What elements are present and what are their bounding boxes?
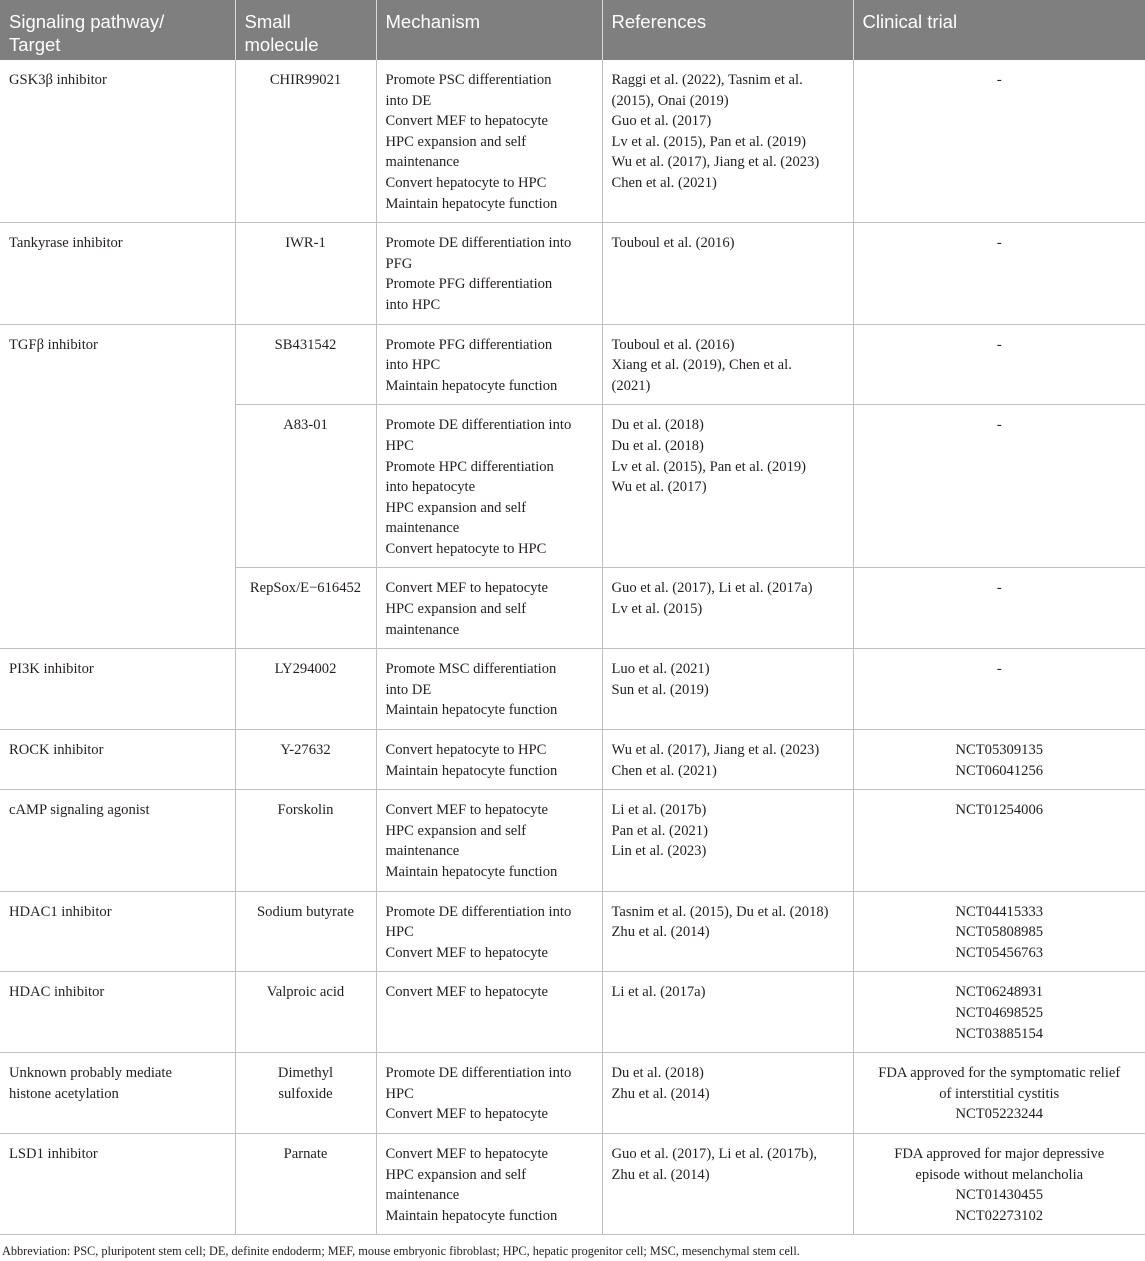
cell-small-molecule — [235, 649, 376, 730]
cell-line: Du et al. (2018) — [611, 1065, 704, 1082]
cell-line: NCT05223244 — [955, 1106, 1044, 1123]
cell-target — [0, 223, 235, 324]
cell-line: TGFβ inhibitor — [9, 336, 98, 353]
cell-line: Lv et al. (2015), Pan et al. (2019) — [611, 458, 807, 475]
cell-line: - — [996, 417, 1002, 434]
header-line: Mechanism — [385, 11, 481, 32]
cell-line: Unknown probably mediate — [9, 1065, 172, 1082]
cell-line: FDA approved for major depressive — [894, 1145, 1105, 1162]
cell-line: Luo et al. (2021) — [611, 661, 710, 678]
cell-line: Chen et al. (2021) — [611, 762, 717, 779]
cell-clinical-trial — [853, 649, 1145, 730]
cell-mechanism — [376, 1133, 602, 1234]
header-line: Small — [244, 11, 291, 32]
cell-line: NCT05456763 — [955, 944, 1044, 961]
cell-line: HDAC inhibitor — [9, 984, 105, 1001]
cell-line: sulfoxide — [278, 1085, 333, 1102]
cell-line: into HPC — [385, 357, 441, 374]
cell-line: Dimethyl — [277, 1065, 334, 1082]
header-clinical-trial — [853, 0, 1145, 60]
cell-line: Chen et al. (2021) — [611, 174, 717, 191]
table-footnote: Abbreviation: PSC, pluripotent stem cell; DE, definite endoderm; MEF, mouse embryonic fibroblast; HPC, hepatic progenitor cell; MSC, mesenchymal stem cell. — [2, 1244, 800, 1258]
header-line: Clinical trial — [862, 11, 958, 32]
cell-line: HPC — [385, 1085, 414, 1102]
cell-line: CHIR99021 — [269, 72, 342, 88]
cell-line: IWR-1 — [285, 235, 326, 252]
cell-mechanism — [376, 568, 602, 649]
cell-references — [602, 1133, 853, 1234]
cell-line: Maintain hepatocyte function — [385, 377, 558, 394]
cell-target — [0, 891, 235, 972]
cell-line: Promote MSC differentiation — [385, 661, 557, 678]
cell-references — [602, 649, 853, 730]
cell-clinical-trial — [853, 1133, 1145, 1234]
cell-line: HPC — [385, 924, 414, 941]
cell-line: - — [996, 72, 1002, 88]
cell-clinical-trial — [853, 324, 1145, 405]
cell-line: Convert MEF to hepatocyte — [385, 113, 549, 130]
cell-clinical-trial — [853, 568, 1145, 649]
cell-line: Sodium butyrate — [257, 903, 354, 920]
cell-line: Li et al. (2017b) — [611, 802, 707, 819]
cell-line: NCT03885154 — [955, 1025, 1044, 1042]
cell-line: Zhu et al. (2014) — [611, 924, 710, 941]
cell-line: Wu et al. (2017), Jiang et al. (2023) — [611, 742, 820, 759]
cell-line: Maintain hepatocyte function — [385, 195, 558, 212]
cell-target — [0, 60, 235, 223]
cell-line: HPC expansion and self — [385, 822, 527, 839]
cell-line: Lin et al. (2023) — [611, 843, 707, 860]
cell-line: Wu et al. (2017), Jiang et al. (2023) — [611, 154, 820, 171]
table-row — [0, 730, 1145, 790]
cell-line: Convert MEF to hepatocyte — [385, 984, 549, 1001]
cell-line: Tankyrase inhibitor — [9, 235, 123, 252]
cell-line: Promote DE differentiation into — [385, 417, 572, 434]
cell-line: HPC expansion and self — [385, 133, 527, 150]
cell-line: (2015), Onai (2019) — [611, 92, 729, 109]
cell-line: Tasnim et al. (2015), Du et al. (2018) — [611, 903, 829, 920]
cell-clinical-trial — [853, 891, 1145, 972]
cell-mechanism — [376, 223, 602, 324]
table-row — [0, 1133, 1145, 1234]
cell-mechanism — [376, 972, 602, 1053]
cell-line: ROCK inhibitor — [9, 742, 104, 759]
cell-target — [0, 972, 235, 1053]
cell-line: of interstitial cystitis — [939, 1085, 1060, 1102]
cell-small-molecule — [235, 324, 376, 405]
cell-line: Guo et al. (2017), Li et al. (2017a) — [611, 580, 813, 597]
cell-small-molecule — [235, 405, 376, 568]
cell-line: Promote HPC differentiation — [385, 458, 554, 475]
cell-small-molecule — [235, 60, 376, 223]
cell-small-molecule — [235, 1133, 376, 1234]
cell-line: Maintain hepatocyte function — [385, 762, 558, 779]
cell-target — [0, 1133, 235, 1234]
cell-mechanism — [376, 60, 602, 223]
cell-mechanism — [376, 730, 602, 790]
cell-target — [0, 1053, 235, 1134]
cell-small-molecule — [235, 891, 376, 972]
cell-references — [602, 223, 853, 324]
cell-line: histone acetylation — [9, 1085, 119, 1102]
cell-line: PFG — [385, 255, 413, 272]
cell-target — [0, 790, 235, 891]
cell-line: Promote DE differentiation into — [385, 903, 572, 920]
table-row — [0, 1053, 1145, 1134]
cell-references — [602, 568, 853, 649]
cell-line: PI3K inhibitor — [9, 661, 94, 678]
header-line: molecule — [244, 34, 319, 55]
table-row — [0, 891, 1145, 972]
cell-line: Maintain hepatocyte function — [385, 702, 558, 719]
cell-line: Zhu et al. (2014) — [611, 1085, 710, 1102]
cell-line: - — [996, 336, 1002, 353]
cell-line: maintenance — [385, 154, 460, 171]
cell-line: Convert MEF to hepatocyte — [385, 944, 549, 961]
header-line: Signaling pathway/ — [9, 11, 165, 32]
cell-line: A83-01 — [283, 417, 328, 434]
cell-target — [0, 730, 235, 790]
table-row — [0, 972, 1145, 1053]
cell-references — [602, 60, 853, 223]
cell-line: Promote DE differentiation into — [385, 1065, 572, 1082]
table-header — [0, 0, 1145, 60]
cell-line: Y-27632 — [280, 742, 331, 759]
cell-small-molecule — [235, 730, 376, 790]
cell-line: maintenance — [385, 621, 460, 638]
cell-line: Convert MEF to hepatocyte — [385, 580, 549, 597]
cell-mechanism — [376, 891, 602, 972]
cell-line: Touboul et al. (2016) — [611, 336, 735, 353]
cell-mechanism — [376, 324, 602, 405]
cell-target — [0, 649, 235, 730]
cell-line: LY294002 — [274, 661, 337, 678]
cell-small-molecule — [235, 1053, 376, 1134]
cell-clinical-trial — [853, 790, 1145, 891]
cell-line: - — [996, 661, 1002, 678]
header-line: Target — [9, 34, 61, 55]
table-row — [0, 223, 1145, 324]
cell-clinical-trial — [853, 60, 1145, 223]
cell-line: NCT01430455 — [955, 1187, 1044, 1204]
cell-references — [602, 324, 853, 405]
cell-line: NCT06041256 — [955, 762, 1044, 779]
cell-line: Maintain hepatocyte function — [385, 1207, 558, 1224]
cell-line: into DE — [385, 681, 432, 698]
cell-clinical-trial — [853, 972, 1145, 1053]
cell-line: - — [996, 580, 1002, 597]
cell-line: Guo et al. (2017) — [611, 113, 712, 130]
header-small-molecule — [235, 0, 376, 60]
cell-small-molecule — [235, 568, 376, 649]
cell-line: Forskolin — [277, 802, 334, 819]
cell-small-molecule — [235, 972, 376, 1053]
cell-line: Lv et al. (2015), Pan et al. (2019) — [611, 133, 807, 150]
cell-small-molecule — [235, 223, 376, 324]
cell-mechanism — [376, 405, 602, 568]
cell-line: - — [996, 235, 1002, 252]
cell-line: Convert MEF to hepatocyte — [385, 802, 549, 819]
cell-line: Xiang et al. (2019), Chen et al. — [611, 357, 792, 374]
cell-references — [602, 790, 853, 891]
cell-line: Parnate — [283, 1145, 328, 1162]
cell-line: Zhu et al. (2014) — [611, 1166, 710, 1183]
cell-line: NCT01254006 — [955, 802, 1044, 819]
cell-mechanism — [376, 1053, 602, 1134]
cell-line: NCT04698525 — [955, 1004, 1044, 1021]
cell-line: into HPC — [385, 296, 441, 313]
cell-line: into hepatocyte — [385, 479, 476, 496]
cell-line: Sun et al. (2019) — [611, 681, 709, 698]
cell-line: maintenance — [385, 520, 460, 537]
cell-line: NCT02273102 — [955, 1207, 1044, 1224]
cell-line: HDAC1 inhibitor — [9, 903, 112, 920]
cell-clinical-trial — [853, 223, 1145, 324]
cell-line: Pan et al. (2021) — [611, 822, 708, 839]
cell-line: HPC expansion and self — [385, 601, 527, 618]
cell-line: FDA approved for the symptomatic relief — [878, 1065, 1121, 1082]
cell-mechanism — [376, 649, 602, 730]
cell-line: Li et al. (2017a) — [611, 984, 706, 1001]
header-target — [0, 0, 235, 60]
cell-references — [602, 972, 853, 1053]
cell-mechanism — [376, 790, 602, 891]
header-mechanism — [376, 0, 602, 60]
cell-line: Promote PFG differentiation — [385, 336, 553, 353]
cell-line: Valproic acid — [266, 984, 345, 1001]
table-row — [0, 324, 1145, 405]
cell-line: Convert hepatocyte to HPC — [385, 174, 547, 191]
cell-line: maintenance — [385, 843, 460, 860]
cell-target — [0, 324, 235, 649]
cell-line: Guo et al. (2017), Li et al. (2017b), — [611, 1145, 817, 1162]
cell-line: Promote PSC differentiation — [385, 72, 552, 88]
header-line: References — [611, 11, 707, 32]
cell-line: NCT05309135 — [955, 742, 1044, 759]
cell-line: (2021) — [611, 377, 651, 394]
cell-line: Wu et al. (2017) — [611, 479, 707, 496]
cell-line: Convert hepatocyte to HPC — [385, 540, 547, 557]
cell-clinical-trial — [853, 405, 1145, 568]
cell-line: Touboul et al. (2016) — [611, 235, 735, 252]
cell-line: Convert MEF to hepatocyte — [385, 1106, 549, 1123]
cell-line: Convert hepatocyte to HPC — [385, 742, 547, 759]
cell-references — [602, 1053, 853, 1134]
cell-line: HPC expansion and self — [385, 1166, 527, 1183]
cell-small-molecule — [235, 790, 376, 891]
cell-line: GSK3β inhibitor — [9, 72, 107, 88]
cell-line: SB431542 — [274, 336, 337, 353]
cell-line: Du et al. (2018) — [611, 437, 704, 454]
table-row — [0, 60, 1145, 223]
table-body — [0, 60, 1145, 1235]
cell-line: NCT04415333 — [955, 903, 1044, 920]
cell-line: HPC expansion and self — [385, 499, 527, 516]
cell-line: LSD1 inhibitor — [9, 1145, 98, 1162]
cell-line: Promote PFG differentiation — [385, 276, 553, 293]
cell-line: Raggi et al. (2022), Tasnim et al. — [611, 72, 803, 88]
cell-line: Maintain hepatocyte function — [385, 864, 558, 880]
cell-references — [602, 891, 853, 972]
cell-line: episode without melancholia — [915, 1166, 1084, 1183]
cell-line: NCT06248931 — [955, 984, 1044, 1001]
cell-line: cAMP signaling agonist — [9, 802, 150, 819]
table-row — [0, 649, 1145, 730]
cell-line: NCT05808985 — [955, 924, 1044, 941]
cell-line: Lv et al. (2015) — [611, 601, 703, 618]
table-row — [0, 790, 1145, 891]
cell-line: RepSox/E−616452 — [249, 580, 362, 597]
cell-line: Du et al. (2018) — [611, 417, 704, 434]
cell-line: Promote DE differentiation into — [385, 235, 572, 252]
header-references — [602, 0, 853, 60]
cell-references — [602, 405, 853, 568]
cell-clinical-trial — [853, 1053, 1145, 1134]
cell-line: into DE — [385, 92, 432, 109]
cell-clinical-trial — [853, 730, 1145, 790]
cell-line: maintenance — [385, 1187, 460, 1204]
cell-line: Convert MEF to hepatocyte — [385, 1145, 549, 1162]
cell-references — [602, 730, 853, 790]
cell-line: HPC — [385, 437, 414, 454]
